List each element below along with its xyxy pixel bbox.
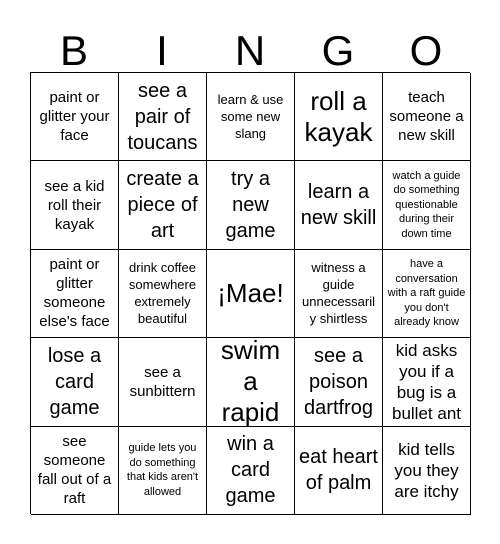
cell-text: swim a rapid (220, 338, 281, 427)
bingo-cell[interactable] (295, 161, 383, 249)
cell-text: teach someone a new skill (389, 89, 464, 145)
cell-text: try a new game (225, 168, 276, 243)
bingo-cell[interactable] (383, 250, 471, 338)
bingo-cell[interactable] (383, 427, 471, 515)
bingo-grid (30, 72, 470, 514)
bingo-cell[interactable] (295, 427, 383, 515)
cell-text: eat heart of palm (299, 446, 378, 495)
cell-text: see a sunbittern (129, 363, 196, 400)
bingo-cell[interactable] (207, 338, 295, 426)
bingo-cell[interactable] (383, 161, 471, 249)
bingo-cell[interactable] (295, 338, 383, 426)
cell-text: paint or glitter someone else's face (39, 256, 110, 331)
cell-text: win a card game (225, 433, 276, 508)
cell-text: see a kid roll their kayak (44, 177, 105, 233)
cell-text: see a pair of toucans (127, 79, 198, 154)
cell-text: see a poison dartfrog (304, 344, 373, 419)
bingo-cell[interactable] (31, 427, 119, 515)
cell-text: create a piece of art (126, 168, 199, 243)
bingo-cell[interactable] (119, 73, 207, 161)
bingo-header (30, 26, 470, 76)
bingo-cell[interactable] (295, 73, 383, 161)
header-letter-n: N (234, 27, 266, 74)
bingo-cell[interactable] (207, 73, 295, 161)
cell-text: watch a guide do something questionable during their down time (392, 169, 461, 240)
bingo-cell[interactable] (31, 250, 119, 338)
cell-text: see someone fall out of a raft (37, 433, 112, 508)
header-letter-i: I (156, 27, 168, 74)
header-letter-o: O (409, 27, 443, 74)
bingo-cell[interactable] (119, 338, 207, 426)
cell-text: kid asks you if a bug is a bullet ant (392, 340, 461, 423)
cell-text: paint or glitter your face (39, 89, 110, 145)
header-letter-b: B (59, 27, 88, 74)
cell-text: witness a guide unnecessarily shirtless (302, 260, 375, 327)
bingo-cell[interactable] (119, 161, 207, 249)
cell-text: roll a kayak (304, 85, 373, 147)
bingo-cell[interactable] (119, 427, 207, 515)
cell-text: drink coffee somewhere extremely beautiful (128, 260, 197, 327)
bingo-cell[interactable] (31, 338, 119, 426)
bingo-cell[interactable] (31, 161, 119, 249)
cell-text: learn & use some new slang (217, 92, 284, 142)
cell-text: guide lets you do something that kids aren't allowed (126, 442, 199, 498)
bingo-cell[interactable] (31, 73, 119, 161)
bingo-cell[interactable] (207, 427, 295, 515)
bingo-cell[interactable] (295, 250, 383, 338)
bingo-cell[interactable] (383, 338, 471, 426)
cell-text: lose a card game (47, 344, 102, 419)
cell-text: learn a new skill (300, 181, 377, 230)
cell-text: have a conversation with a raft guide you don't already know (387, 258, 466, 329)
header-letter-g: G (321, 27, 355, 74)
cell-text: kid tells you they are itchy (394, 439, 459, 501)
bingo-cell[interactable] (383, 73, 471, 161)
bingo-cell[interactable] (119, 250, 207, 338)
bingo-cell-free[interactable] (207, 250, 295, 338)
bingo-cell[interactable] (207, 161, 295, 249)
free-space-text: ¡Mae! (217, 277, 284, 308)
